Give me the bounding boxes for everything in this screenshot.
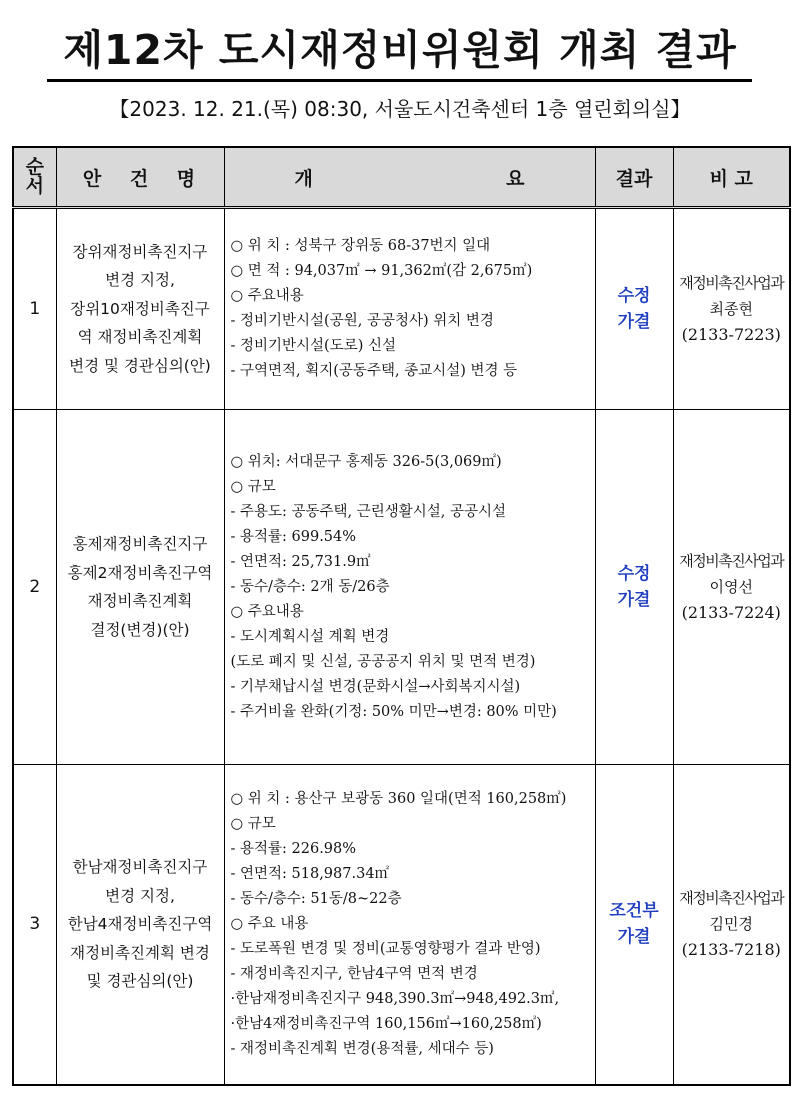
agenda-summary-line: - 정비기반시설(도로) 신설	[230, 338, 397, 354]
row-number: 3	[13, 765, 56, 1085]
contact-note	[673, 410, 790, 765]
agenda-summary-line: - 정비기반시설(공원, 공공청사) 위치 변경	[230, 313, 494, 329]
contact-note	[673, 765, 790, 1085]
agenda-summary-line: ○ 위치: 서대문구 홍제동 326-5(3,069㎡)	[230, 453, 502, 470]
agenda-name-line: 변경 지정,	[105, 886, 175, 905]
meeting-info: 【2023. 12. 21.(목) 08:30, 서울도시건축센터 1층 열린회의실】	[109, 97, 691, 121]
agenda-summary-line: ○ 위 치 : 성북구 장위동 68-37번지 일대	[230, 238, 491, 254]
contact-person: 이영선	[709, 578, 753, 596]
contact-department: 재정비촉진사업과	[679, 274, 784, 292]
agenda-summary	[224, 765, 595, 1085]
contact-phone: (2133-7223)	[681, 325, 781, 344]
agenda-summary-line: - 기부채납시설 변경(문화시설→사회복지시설)	[230, 678, 521, 695]
result-status	[595, 410, 673, 765]
agenda-name-line: 변경 지정,	[105, 271, 175, 290]
table-row	[13, 208, 790, 410]
agenda-name-line: 변경 및 경관심의(안)	[69, 356, 211, 375]
result-status	[595, 765, 673, 1085]
header-summary	[224, 147, 595, 208]
agenda-name-line: 역 재정비촉진계획	[77, 328, 203, 347]
result-status	[595, 208, 673, 410]
result-status-line: 조건부	[609, 901, 659, 922]
contact-department: 재정비촉진사업과	[679, 889, 784, 908]
result-status-line: 수정	[617, 564, 651, 584]
agenda-summary-line: ○ 주요내용	[230, 603, 304, 620]
contact-person: 최종현	[709, 300, 753, 318]
agenda-name-line: 장위10재정비촉진구	[70, 299, 210, 318]
agenda-name-line: 한남4재정비촉진구역	[67, 915, 213, 933]
header-note: 비 고	[673, 147, 790, 208]
agenda-name-line: 재정비촉진계획 변경	[70, 943, 210, 962]
result-status-line: 가결	[617, 312, 651, 332]
agenda-name-line: 장위재정비촉진지구	[72, 242, 208, 261]
title-underline	[47, 79, 752, 82]
table-row	[13, 410, 790, 765]
result-status-line: 가결	[617, 927, 651, 948]
agenda-summary-line: ·한남재정비촉진지구 948,390.3㎡→948,492.3㎡,	[230, 990, 560, 1007]
agenda-summary-line: (도로 폐지 및 신설, 공공공지 위치 및 면적 변경)	[230, 653, 536, 670]
agenda-name-line: 홍제2재정비촉진구역	[67, 563, 213, 582]
agenda-summary-line: - 용적률: 226.98%	[230, 840, 357, 857]
agenda-summary	[224, 410, 595, 765]
agenda-name-line: 재정비촉진계획	[87, 592, 193, 610]
agenda-summary-line: ○ 규모	[230, 478, 276, 495]
header-order-char: 서	[25, 175, 44, 197]
agenda-summary-line: - 재정비촉진지구, 한남4구역 면적 변경	[230, 965, 478, 982]
agenda-summary-line: ○ 면 적 : 94,037㎡ → 91,362㎡(감 2,675㎡)	[230, 263, 533, 279]
header-summary-right: 요	[506, 167, 525, 190]
agenda-name-line: 및 경관심의(안)	[86, 972, 194, 990]
agenda-name	[56, 410, 224, 765]
agenda-summary-line: ○ 주요내용	[230, 288, 304, 304]
contact-note	[673, 208, 790, 410]
agenda-summary-line: - 재정비촉진계획 변경(용적률, 세대수 등)	[230, 1040, 494, 1057]
agenda-summary-line: - 주거비율 완화(기정: 50% 미만→변경: 80% 미만)	[230, 703, 557, 720]
agenda-summary-line: ○ 위 치 : 용산구 보광동 360 일대(면적 160,258㎡)	[230, 790, 567, 807]
agenda-summary	[224, 208, 595, 410]
agenda-summary-line: ○ 규모	[230, 815, 276, 832]
agenda-summary-line: ○ 주요 내용	[230, 915, 309, 932]
agenda-summary-line: - 동수/층수: 2개 동/26층	[230, 578, 390, 595]
agenda-summary-line: - 연면적: 25,731.9㎡	[230, 553, 371, 570]
row-number: 2	[13, 410, 56, 765]
document-title: 제12차 도시재정비위원회 개최 결과	[63, 26, 737, 74]
table-header-row	[13, 147, 790, 208]
agenda-summary-line: - 구역면적, 획지(공동주택, 종교시설) 변경 등	[230, 363, 518, 379]
contact-department: 재정비촉진사업과	[679, 552, 784, 570]
table-row	[13, 765, 790, 1085]
agenda-table	[12, 146, 791, 1086]
contact-person: 김민경	[709, 915, 753, 934]
header-summary-left: 개	[294, 167, 313, 190]
header-result: 결과	[595, 147, 673, 208]
result-status-line: 수정	[617, 286, 651, 306]
table-body	[13, 208, 790, 1085]
agenda-summary-line: - 용적률: 699.54%	[230, 528, 357, 545]
agenda-summary-line: - 동수/층수: 51동/8~22층	[230, 890, 402, 907]
header-agenda-name: 안 건 명	[56, 147, 224, 208]
agenda-name	[56, 765, 224, 1085]
agenda-summary-line: - 도로폭원 변경 및 정비(교통영향평가 결과 반영)	[230, 940, 541, 957]
header-order-char: 순	[25, 156, 44, 178]
agenda-name	[56, 208, 224, 410]
agenda-summary-line: ·한남4재정비촉진구역 160,156㎡→160,258㎡)	[230, 1015, 542, 1032]
agenda-summary-line: - 도시계획시설 계획 변경	[230, 628, 390, 645]
agenda-name-line: 홍제재정비촉진지구	[72, 535, 208, 553]
contact-phone: (2133-7218)	[681, 940, 781, 960]
result-status-line: 가결	[617, 590, 651, 610]
agenda-name-line: 결정(변경)(안)	[90, 620, 190, 639]
agenda-summary-line: - 주용도: 공동주택, 근린생활시설, 공공시설	[230, 503, 507, 520]
header-order-label	[14, 158, 56, 196]
row-number: 1	[13, 208, 56, 410]
contact-phone: (2133-7224)	[681, 603, 781, 622]
header-order	[13, 147, 56, 208]
agenda-name-line: 한남재정비촉진지구	[72, 858, 208, 876]
agenda-summary-line: - 연면적: 518,987.34㎡	[230, 865, 390, 882]
